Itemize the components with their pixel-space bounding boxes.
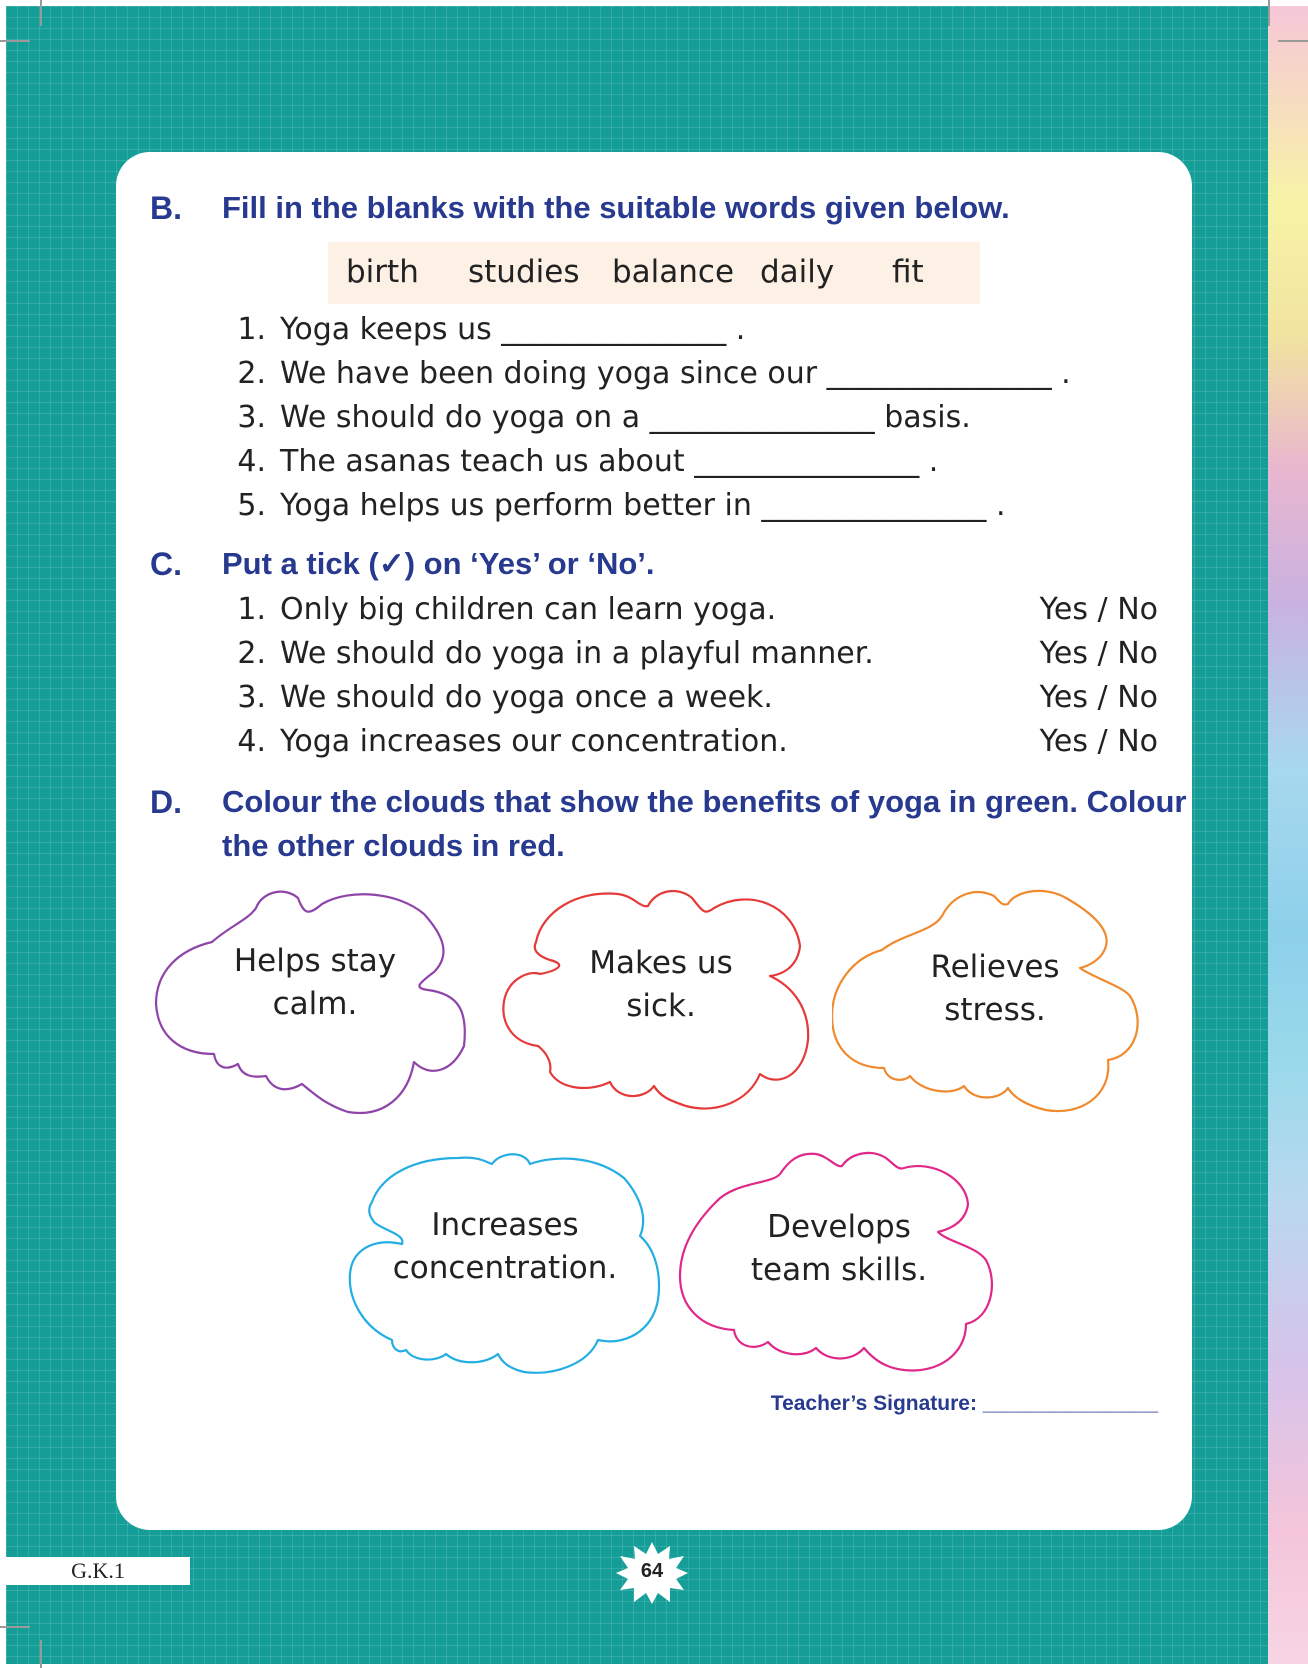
crop-mark	[1278, 40, 1308, 42]
section-b-title: Fill in the blanks with the suitable words given below.	[222, 190, 1010, 225]
word-bank-item: balance	[612, 254, 735, 290]
cloud-relieves-stress[interactable]	[832, 886, 1158, 1116]
section-d-title-line2: the other clouds in red.	[222, 828, 565, 863]
crop-mark	[1268, 0, 1270, 26]
word-bank-item: studies	[468, 254, 580, 290]
question-text: The asanas teach us about _______________ .	[280, 444, 939, 479]
question-text: Yoga increases our concentration.	[280, 724, 788, 759]
question-text: Yoga keeps us _______________ .	[280, 312, 746, 347]
crop-mark	[40, 0, 42, 26]
cloud-text: stress.	[944, 992, 1046, 1028]
cloud-text: calm.	[272, 986, 358, 1022]
section-d-letter: D.	[150, 784, 182, 820]
cloud-text: team skills.	[750, 1252, 928, 1288]
word-bank-item: fit	[892, 254, 924, 290]
blank-question	[222, 444, 938, 479]
cloud-helps-stay-calm[interactable]	[152, 886, 478, 1116]
section-c-title: Put a tick (✓) on ‘Yes’ or ‘No’.	[222, 546, 655, 581]
question-text: We should do yoga once a week.	[280, 680, 773, 715]
book-code: G.K.1	[6, 1557, 190, 1585]
yes-no-choice[interactable]: Yes / No	[1039, 680, 1158, 715]
yes-no-choice[interactable]: Yes / No	[1039, 724, 1158, 759]
tick-question	[222, 724, 788, 759]
rainbow-edge	[1268, 6, 1308, 1664]
blank-question	[222, 488, 1005, 523]
yes-no-choice[interactable]: Yes / No	[1039, 636, 1158, 671]
yes-no-choice[interactable]: Yes / No	[1039, 592, 1158, 627]
section-d-title-line1: Colour the clouds that show the benefits of yoga in green. Colour	[222, 784, 1187, 819]
page-number: 64	[640, 1560, 664, 1582]
word-bank-item: daily	[760, 254, 835, 290]
section-c-letter: C.	[150, 546, 182, 582]
blank-question	[222, 356, 1071, 391]
cloud-text: Helps stay	[233, 943, 397, 979]
question-number: 2.	[237, 636, 266, 671]
tick-question	[222, 592, 776, 627]
question-number: 3.	[237, 400, 266, 435]
crop-mark	[0, 40, 30, 42]
question-text: We should do yoga in a playful manner.	[280, 636, 874, 671]
question-text: We have been doing yoga since our _______________ .	[280, 356, 1071, 391]
cloud-text: Increases	[431, 1207, 579, 1243]
question-text: Yoga helps us perform better in _______________ .	[280, 488, 1006, 523]
crop-mark	[0, 1626, 30, 1628]
teacher-signature-line: Teacher’s Signature: _______________	[770, 1392, 1158, 1415]
cloud-increases-concentration[interactable]	[342, 1148, 668, 1378]
cloud-makes-us-sick[interactable]	[498, 886, 824, 1116]
question-text: We should do yoga on a _______________ basis.	[280, 400, 971, 435]
blank-question	[222, 312, 745, 347]
cloud-develops-team-skills[interactable]	[676, 1148, 1002, 1378]
cloud-text: concentration.	[392, 1250, 618, 1286]
tick-question	[222, 680, 773, 715]
question-number: 3.	[237, 680, 266, 715]
question-number: 5.	[237, 488, 266, 523]
question-number: 4.	[237, 724, 266, 759]
word-bank	[328, 242, 980, 304]
cloud-text: Develops	[767, 1209, 911, 1245]
question-number: 1.	[237, 312, 266, 347]
crop-mark	[40, 1640, 42, 1668]
tick-question	[222, 636, 874, 671]
cloud-text: Makes us	[589, 945, 733, 981]
question-number: 1.	[237, 592, 266, 627]
worksheet-card	[116, 152, 1192, 1530]
blank-question	[222, 400, 971, 435]
cloud-text: sick.	[626, 988, 696, 1024]
word-bank-item: birth	[346, 254, 419, 290]
question-number: 2.	[237, 356, 266, 391]
question-number: 4.	[237, 444, 266, 479]
question-text: Only big children can learn yoga.	[280, 592, 777, 627]
page-number-badge	[616, 1542, 688, 1604]
section-b-letter: B.	[150, 190, 182, 226]
cloud-text: Relieves	[930, 949, 1060, 985]
